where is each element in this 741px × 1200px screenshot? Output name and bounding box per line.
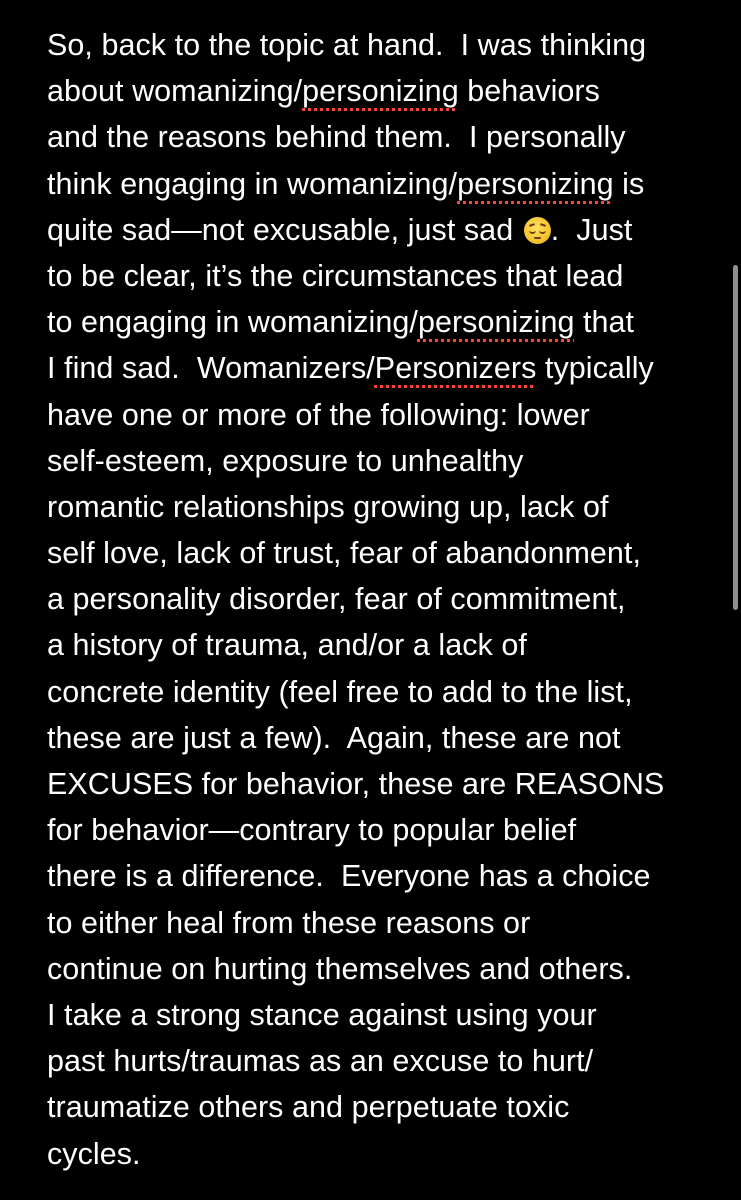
note-text-segment: think engaging in womanizing/	[47, 166, 458, 201]
note-line	[47, 946, 717, 992]
note-text-segment: is	[613, 166, 645, 201]
note-line	[47, 345, 717, 391]
note-text-segment: to either heal from these reasons or	[47, 905, 531, 940]
note-line	[47, 669, 717, 715]
note-text-segment: there is a difference. Everyone has a choice	[47, 859, 651, 894]
note-line	[47, 438, 717, 484]
note-text-segment: EXCUSES for behavior, these are REASONS	[47, 767, 665, 801]
note-text-segment: I find sad. Womanizers/	[47, 351, 375, 386]
spellcheck-flagged-word[interactable]: personizing	[457, 166, 614, 201]
note-text-segment: a personality disorder, fear of commitment,	[47, 582, 626, 617]
note-line	[47, 530, 717, 576]
note-line	[47, 900, 717, 946]
note-line	[47, 299, 717, 345]
note-line	[47, 853, 717, 899]
note-text-segment: and the reasons behind them. I personally	[47, 120, 626, 155]
note-text-segment: cycles.	[47, 1136, 141, 1171]
note-line	[47, 761, 717, 807]
note-text-segment: I take a strong stance against using your	[47, 997, 597, 1032]
spellcheck-flagged-word[interactable]: personizing	[417, 305, 575, 340]
note-text-segment: about womanizing/	[47, 74, 303, 109]
note-text-segment: behaviors	[458, 74, 600, 109]
note-line	[47, 68, 717, 114]
note-line	[47, 22, 717, 68]
note-line	[47, 622, 717, 668]
note-line	[47, 207, 717, 253]
note-text-segment: a history of trauma, and/or a lack of	[47, 628, 527, 663]
note-text-segment: have one or more of the following: lower	[47, 397, 590, 432]
note-line	[47, 253, 717, 299]
note-text-segment: self love, lack of trust, fear of abandonment,	[47, 536, 641, 571]
note-line	[47, 807, 717, 853]
note-line	[47, 715, 717, 761]
note-text-segment: these are just a few). Again, these are not	[47, 720, 621, 755]
note-text-segment: romantic relationships growing up, lack of	[47, 489, 609, 524]
vertical-scrollbar[interactable]	[733, 265, 738, 610]
note-line	[47, 1038, 717, 1084]
note-line	[47, 1131, 717, 1177]
note-text-segment: past hurts/traumas as an excuse to hurt/	[47, 1044, 594, 1079]
note-text-segment: for behavior—contrary to popular belief	[47, 813, 577, 848]
note-text-segment: that	[574, 305, 635, 340]
note-line	[47, 161, 717, 207]
note-text-segment: typically	[536, 351, 654, 386]
note-line	[47, 1084, 717, 1130]
note-text-segment: to engaging in womanizing/	[47, 305, 418, 340]
note-line	[47, 992, 717, 1038]
note-text-segment: concrete identity (feel free to add to the list,	[47, 674, 633, 709]
note-text-segment: self-esteem, exposure to unhealthy	[47, 443, 524, 478]
note-text-segment: . Just	[550, 212, 633, 247]
note-text-segment: quite sad—not excusable, just sad	[47, 212, 522, 247]
note-text-segment: to be clear, it’s the circumstances that lead	[47, 258, 624, 293]
note-text-body[interactable]	[47, 22, 717, 1177]
pensive-face-emoji-icon	[524, 217, 551, 244]
note-line	[47, 114, 717, 160]
spellcheck-flagged-word[interactable]: Personizers	[374, 351, 537, 386]
note-line	[47, 392, 717, 438]
spellcheck-flagged-word[interactable]: personizing	[302, 74, 459, 109]
note-line	[47, 576, 717, 622]
note-line	[47, 484, 717, 530]
note-text-segment: So, back to the topic at hand. I was thinking	[47, 28, 647, 62]
note-text-segment: continue on hurting themselves and others.	[47, 951, 633, 986]
note-text-segment: traumatize others and perpetuate toxic	[47, 1090, 570, 1125]
